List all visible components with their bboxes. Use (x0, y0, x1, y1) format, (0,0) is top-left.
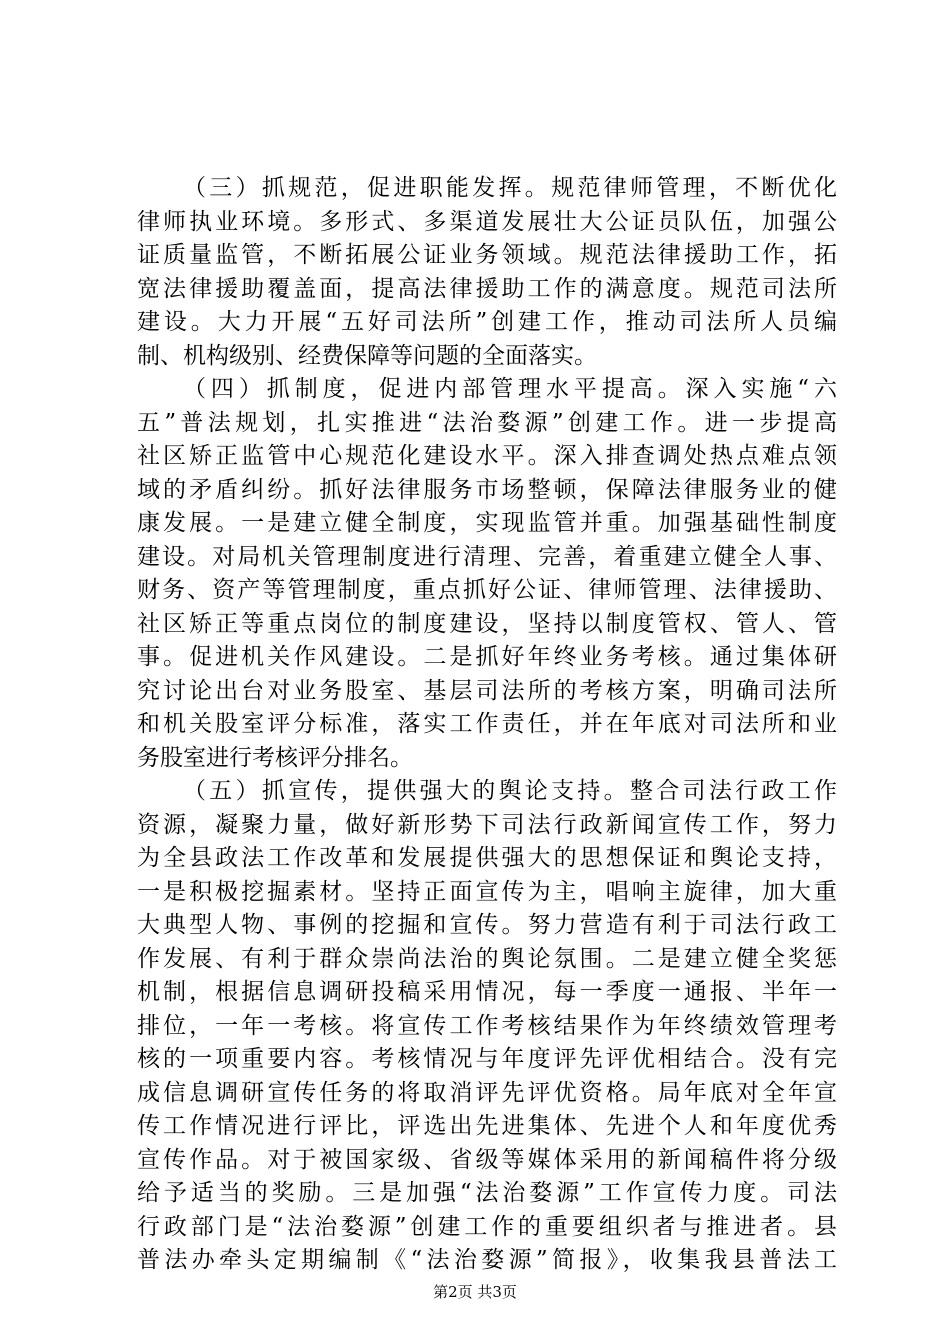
text-line: （三）抓规范，促进职能发挥。规范律师管理，不断优化 (183, 175, 837, 201)
text-line: 建设。对局机关管理制度进行清理、完善，着重建立健全人事、 (137, 543, 837, 570)
text-line: 社区矫正监管中心规范化建设水平。深入排查调处热点难点领 (137, 443, 837, 469)
text-line: 宽法律援助覆盖面，提高法律援助工作的满意度。规范司法所 (137, 275, 837, 302)
paragraph (137, 172, 837, 373)
text-line: 资源，凝聚力量，做好新形势下司法行政新闻宣传工作，努力 (137, 811, 837, 838)
text-line: 制、机构级别、经费保障等问题的全面落实。 (137, 342, 597, 369)
text-line: （四）抓制度，促进内部管理水平提高。深入实施“六 (183, 376, 837, 402)
text-line: 作发展、有利于群众崇尚法治的舆论氛围。二是建立健全奖惩 (137, 945, 837, 972)
text-line: 律师执业环境。多形式、多渠道发展壮大公证员队伍，加强公 (137, 208, 837, 235)
text-line: 核的一项重要内容。考核情况与年度评先评优相结合。没有完 (137, 1046, 837, 1072)
text-line: 成信息调研宣传任务的将取消评先评优资格。局年底对全年宣 (137, 1079, 837, 1106)
text-line: 事。促进机关作风建设。二是抓好年终业务考核。通过集体研 (137, 644, 837, 670)
text-line: 机制，根据信息调研投稿采用情况，每一季度一通报、半年一 (137, 979, 837, 1005)
text-line: 传工作情况进行评比，评选出先进集体、先进个人和年度优秀 (137, 1113, 837, 1139)
paragraph (137, 373, 837, 775)
text-line: 一是积极挖掘素材。坚持正面宣传为主，唱响主旋律，加大重 (137, 878, 837, 905)
text-line: 和机关股室评分标准，落实工作责任，并在年底对司法所和业 (137, 711, 837, 737)
text-line: 财务、资产等管理制度，重点抓好公证、律师管理、法律援助、 (137, 577, 837, 603)
text-line: 域的矛盾纠纷。抓好法律服务市场整顿，保障法律服务业的健 (137, 476, 837, 503)
page-footer: 第2页 共3页 (433, 1283, 517, 1301)
text-line: 康发展。一是建立健全制度，实现监管并重。加强基础性制度 (137, 510, 837, 536)
text-line: 务股室进行考核评分排名。 (137, 744, 413, 771)
text-line: 普法办牵头定期编制《“法治婺源”简报》，收集我县普法工 (137, 1247, 837, 1273)
text-line: 排位，一年一考核。将宣传工作考核结果作为年终绩效管理考 (137, 1012, 837, 1039)
text-line: 建设。大力开展“五好司法所”创建工作，推动司法所人员编 (137, 309, 837, 335)
text-line: 为全县政法工作改革和发展提供强大的思想保证和舆论支持， (137, 845, 837, 871)
body-text (137, 172, 837, 1278)
text-line: 大典型人物、事例的挖掘和宣传。努力营造有利于司法行政工 (137, 912, 837, 938)
text-line: 行政部门是“法治婺源”创建工作的重要组织者与推进者。县 (137, 1213, 837, 1240)
text-line: 究讨论出台对业务股室、基层司法所的考核方案，明确司法所 (137, 677, 837, 704)
paragraph (137, 775, 837, 1278)
text-line: 社区矫正等重点岗位的制度建设，坚持以制度管权、管人、管 (137, 610, 837, 637)
text-line: 五”普法规划，扎实推进“法治婺源”创建工作。进一步提高 (137, 409, 837, 436)
text-line: 宣传作品。对于被国家级、省级等媒体采用的新闻稿件将分级 (137, 1146, 837, 1173)
text-line: 证质量监管，不断拓展公证业务领域。规范法律援助工作，拓 (137, 242, 837, 268)
text-line: 给予适当的奖励。三是加强“法治婺源”工作宣传力度。司法 (137, 1180, 837, 1206)
text-line: （五）抓宣传，提供强大的舆论支持。整合司法行政工作 (183, 778, 837, 804)
